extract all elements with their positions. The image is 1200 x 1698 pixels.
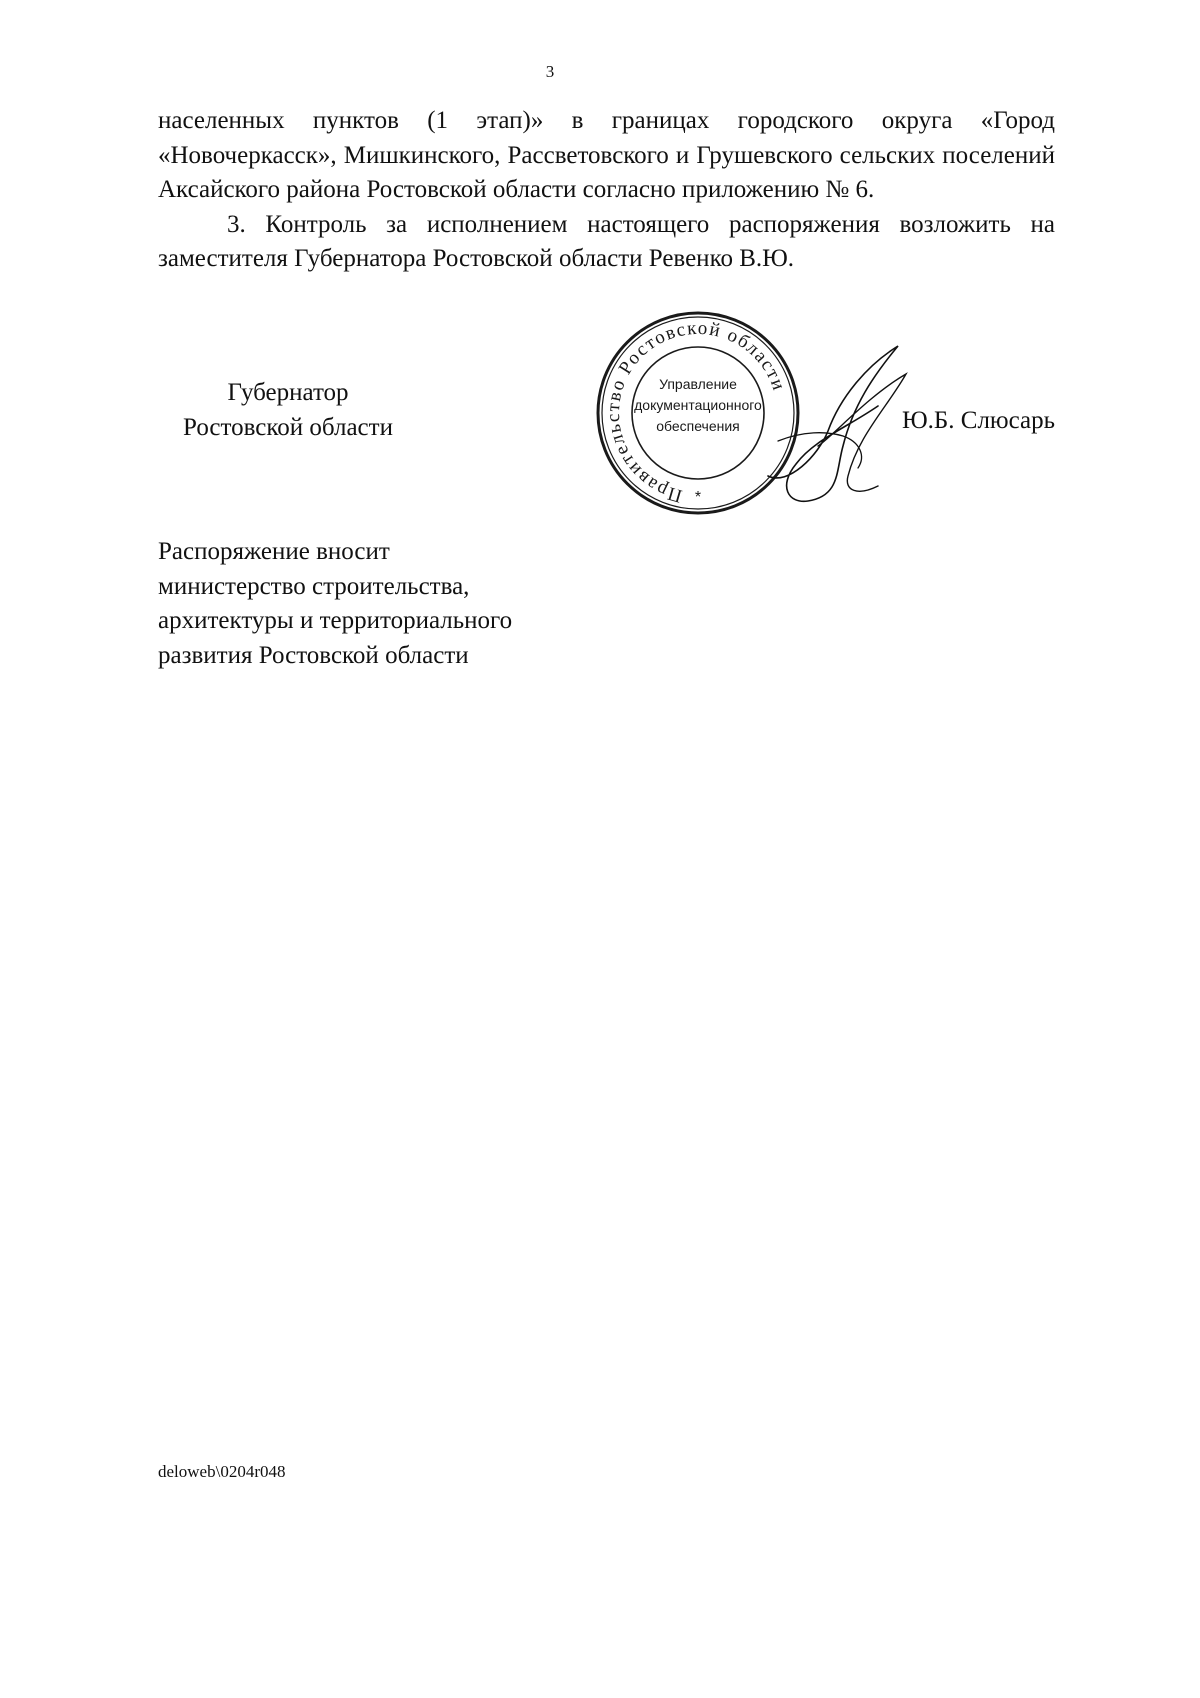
document-code: deloweb\0204r048 [158,1462,286,1481]
introducer-note [158,535,658,673]
signer-name: Ю.Б. Слюсарь [901,407,1055,434]
seal-ring-text: Правительство Ростовской области [602,317,790,507]
seal-star-icon: * [694,489,702,506]
handwritten-signature [748,336,918,516]
paragraph-continuation: населенных пунктов (1 этап)» в границах городского округа «Город «Новочеркасск», Мишкинского, Рассветовского и Грушевского сельских поселений Аксайского района Ростовской области согласно приложению № 6. [158,107,1055,203]
position-line-2: Ростовской области [183,413,393,441]
introducer-line-2: министерство строительства, [158,572,470,600]
seal-center-line-1: Управление [659,376,737,392]
page-number: 3 [545,62,555,81]
introducer-line-3: архитектуры и территориального [158,607,513,634]
paragraph-control: 3. Контроль за исполнением настоящего распоряжения возложить на заместителя Губернатора Ростовской области Ревенко В.Ю. [158,210,1055,272]
signature-block [158,317,1055,526]
position-line-1: Губернатор [227,379,349,406]
introducer-line-1: Распоряжение вносит [158,538,390,565]
signature-scribble-icon [748,336,918,516]
body-text [158,104,1055,277]
seal-center-line-2: документационного [634,397,762,413]
signer-position [158,376,418,445]
introducer-line-4: развития Ростовской области [158,641,469,669]
seal-center-line-3: обеспечения [656,418,740,434]
